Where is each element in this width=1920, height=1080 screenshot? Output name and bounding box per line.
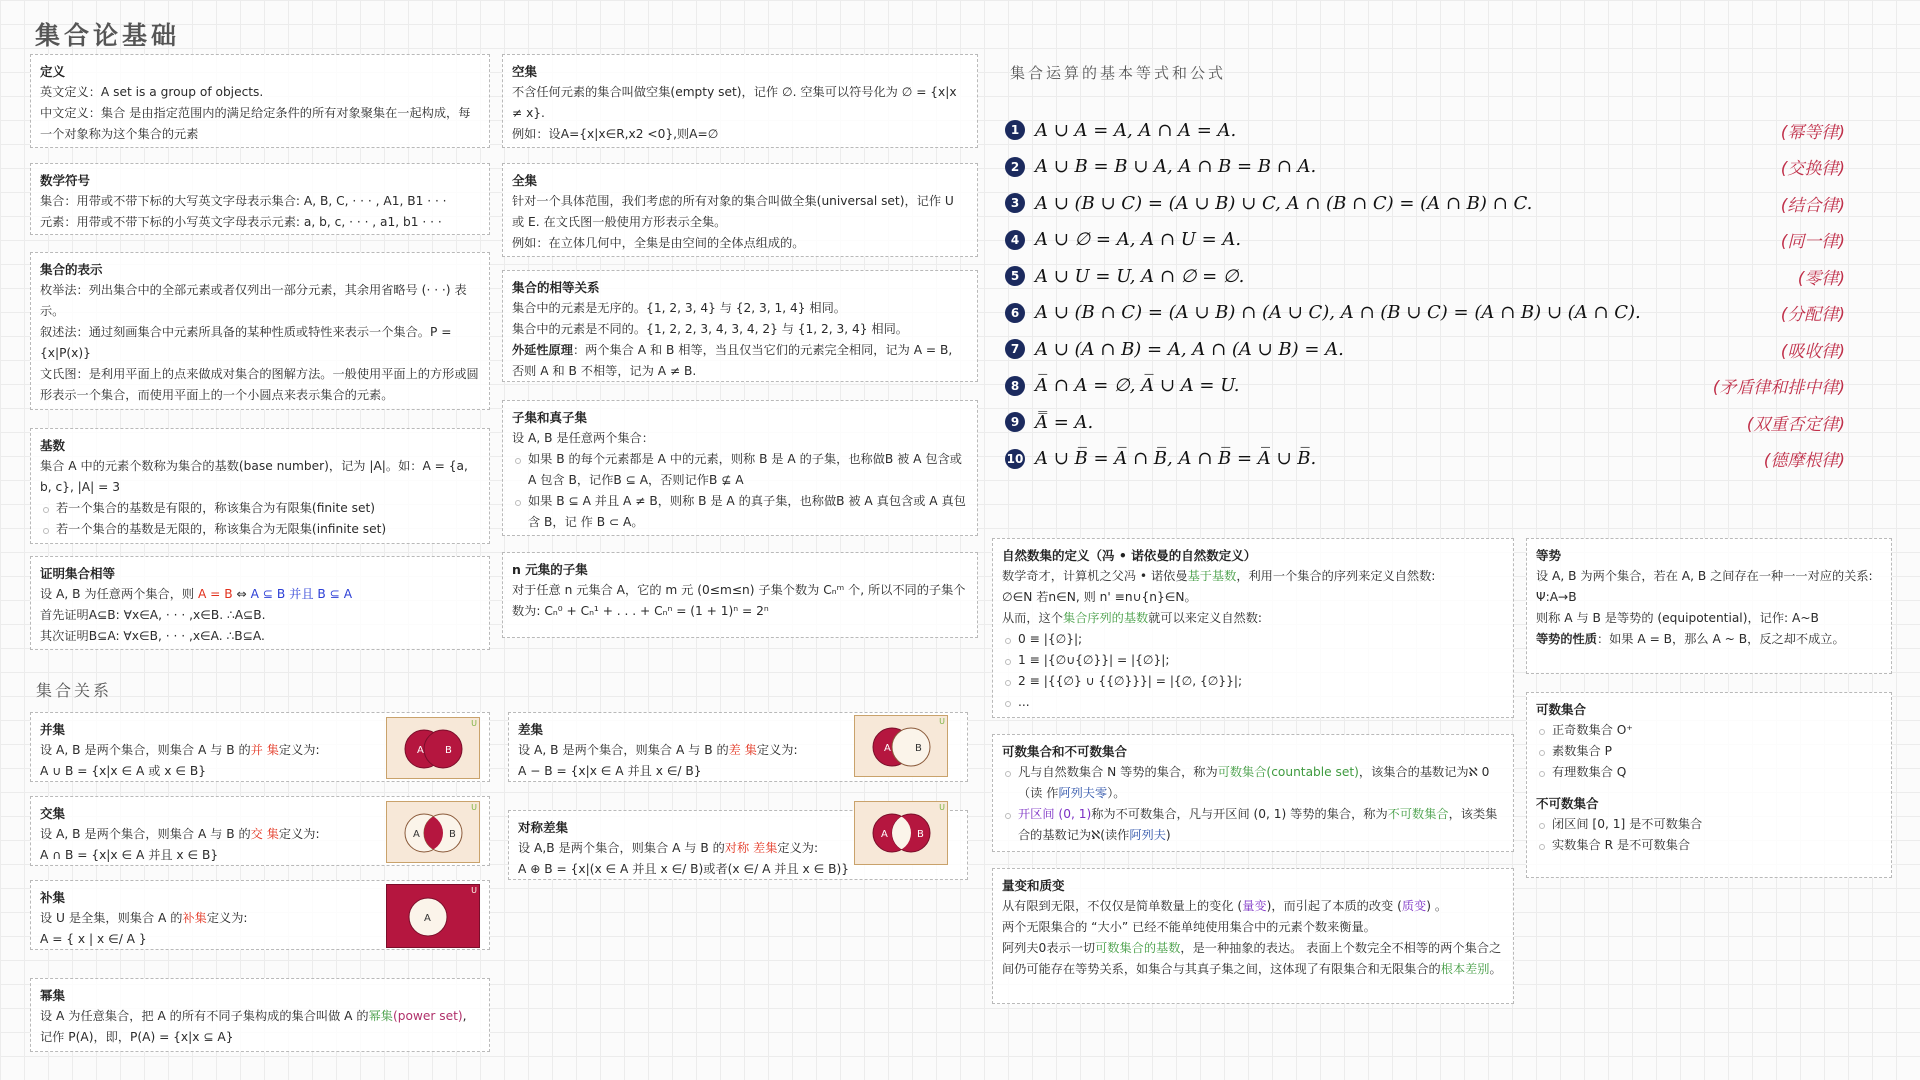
law-number: 8	[1005, 376, 1025, 396]
law-name: (矛盾律和排中律)	[1712, 378, 1845, 399]
law-row	[1005, 368, 1845, 405]
uncountable-term: 不可数集合	[1387, 807, 1449, 821]
law-number: 6	[1005, 303, 1025, 323]
definition-card	[30, 54, 490, 148]
empty-set-example: 例如：设A={x|x∈R,x2 <0},则A=∅	[512, 127, 719, 141]
subset-def: 如果 B 的每个元素都是 A 中的元素，则称 B 是 A 的子集，也称做B 被 A 包含或A 包含 B，记作B ⊆ A，否则记作B ⊈ A	[528, 449, 968, 491]
law-number: 9	[1005, 412, 1025, 432]
equality-extension	[512, 340, 968, 382]
cardinality-def: 集合 A 中的元素个数称为集合的基数(base number)，记为 |A|。如：A = {a, b, c}, |A| = 3	[40, 459, 468, 494]
qq-l3c: ，是一种抽象的表达。 表面上个数完全不相等的两个集合之间仍可能存在等势关系，如集合与其真子集之间，这体现了有限集合和无限集合的	[1002, 941, 1502, 976]
law-number: 4	[1005, 230, 1025, 250]
law-row	[1005, 258, 1845, 295]
universal-set-def: 针对一个具体范围，我们考虑的所有对象的集合叫做全集(universal set)，记作 U 或 E. 在文氏图一般使用方形表示全集。	[512, 194, 954, 229]
uncountable-def	[1018, 804, 1504, 846]
complement-venn-diagram	[386, 884, 480, 948]
complement-keyword: 补集	[182, 911, 207, 925]
union-def-c: 定义为:	[278, 743, 320, 757]
rational-set: 有理数集合 Q	[1552, 762, 1882, 783]
uncountable-def-b: 称为不可数集合，凡与开区间 (0, 1) 等势的集合，称为	[1091, 807, 1388, 821]
intersection-label-b: B	[449, 829, 456, 840]
complement-label-a: A	[424, 913, 431, 924]
law-row	[1005, 185, 1845, 222]
n-subsets-def: 对于任意 n 元集合 A，它的 m 元 (0≤m≤n) 子集个数为 Cₙᵐ 个, 所以不同的子集个数为: Cₙ⁰ + Cₙ¹ + . . . + Cₙⁿ = (1 + 1)ⁿ = 2ⁿ	[512, 583, 966, 618]
cardinality-card	[30, 428, 490, 544]
natural-zero: 0 ≡ |{∅}|;	[1018, 629, 1504, 650]
law-formula: A ∪ B̅ = A̅ ∩ B̅, A ∩ B̅ = A̅ ∪ B̅.	[1035, 448, 1317, 470]
proper-subset-def: 如果 B ⊆ A 并且 A ≠ B，则称 B 是 A 的真子集，也称做B 被 A 真包含或 A 真包含 B，记 作 B ⊂ A。	[528, 491, 968, 533]
representation-card	[30, 252, 490, 410]
power-set-card	[30, 978, 490, 1052]
union-venn-diagram	[386, 717, 480, 779]
equality-title: 集合的相等关系	[512, 280, 600, 295]
law-row	[1005, 112, 1845, 149]
law-name: (结合律)	[1780, 195, 1845, 216]
intersection-venn-svg	[387, 802, 479, 862]
countable-def	[1018, 762, 1504, 804]
law-formula: A̿ = A.	[1035, 411, 1094, 433]
open-interval: 开区间 (0, 1)	[1018, 807, 1092, 821]
natural-numbers-seq-keyword: 集合序列的基数	[1062, 611, 1149, 625]
law-number: 10	[1005, 449, 1025, 469]
cardinality-infinite: 若一个集合的基数是无限的，称该集合为无限集(infinite set)	[56, 519, 480, 540]
law-name: (德摩根律)	[1763, 451, 1845, 472]
natural-numbers-base: 基于基数	[1187, 569, 1237, 583]
relations-section-title: 集合关系	[36, 681, 113, 700]
equipotent-map: Ψ:A→B	[1536, 590, 1577, 604]
sym-diff-venn-u-label: U	[939, 803, 945, 812]
prove-equal-lhs: A = B	[197, 587, 233, 601]
difference-label-a: A	[884, 743, 891, 754]
countable-sets-card	[1526, 692, 1892, 878]
union-def-a: 设 A, B 是两个集合，则集合 A 与 B 的	[40, 743, 251, 757]
representation-enum: 枚举法：列出集合中的全部元素或者仅列出一部分元素，其余用省略号 (· · ·) 表示。	[40, 283, 467, 318]
sym-diff-title: 对称差集	[518, 820, 569, 835]
equipotent-title: 等势	[1536, 548, 1562, 563]
qq-countable-base: 可数集合的基数	[1095, 941, 1181, 955]
union-venn-u-label: U	[471, 719, 477, 728]
sym-diff-label-b: B	[917, 829, 924, 840]
prove-equal-iff: ⇔	[232, 587, 251, 601]
natural-ellipsis: ...	[1018, 692, 1504, 713]
natural-numbers-title: 自然数集的定义（冯 • 诺依曼的自然数定义）	[1002, 548, 1257, 563]
countable-def-e: ）。	[1107, 786, 1126, 800]
prove-equal-step2: 其次证明B⊆A: ∀x∈B, · · · ,x∈A. ∴B⊆A.	[40, 629, 265, 643]
formulas-section-title: 集合运算的基本等式和公式	[1010, 64, 1227, 82]
law-formula: A ∪ (B ∩ C) = (A ∪ B) ∩ (A ∪ C), A ∩ (B ∪ C) = (A ∩ B) ∪ (A ∩ C).	[1035, 302, 1641, 324]
difference-label-b: B	[915, 743, 922, 754]
quantity-quality-l3	[1002, 938, 1504, 980]
natural-numbers-intro-a: 数学奇才，计算机之父冯 • 诺依曼	[1002, 569, 1188, 583]
qq-quantity: 量变	[1242, 899, 1267, 913]
definition-zh: 中文定义：集合 是由指定范围内的满足给定条件的所有对象聚集在一起构成，每一个对象称为这个集合的元素	[40, 106, 471, 141]
law-name: (交换律)	[1780, 159, 1845, 180]
cardinality-finite: 若一个集合的基数是有限的，称该集合为有限集(finite set)	[56, 498, 480, 519]
positive-odd-set: 正奇数集合 O⁺	[1552, 720, 1882, 741]
equipotent-notation: 则称 A 与 B 是等势的 (equipotential)，记作: A~B	[1536, 611, 1819, 625]
intersection-formula: A ∩ B = {x|x ∈ A 并且 x ∈ B}	[40, 848, 219, 862]
power-set-def-d: , 记作 P(A)，即，P(A) = {x|x ⊆ A}	[40, 1009, 467, 1044]
difference-keyword: 差 集	[728, 743, 757, 757]
closed-interval-set: 闭区间 [0, 1] 是不可数集合	[1552, 814, 1882, 835]
difference-venn-svg	[855, 716, 947, 776]
law-row	[1005, 222, 1845, 259]
sym-diff-venn-diagram	[854, 801, 948, 865]
natural-numbers-seq-a: 从而，这个	[1002, 611, 1063, 625]
representation-title: 集合的表示	[40, 262, 103, 277]
law-formula: A ∪ (B ∪ C) = (A ∪ B) ∪ C, A ∩ (B ∩ C) = (A ∩ B) ∩ C.	[1035, 192, 1533, 214]
real-set: 实数集合 R 是不可数集合	[1552, 835, 1882, 856]
power-set-title: 幂集	[40, 988, 66, 1003]
n-subsets-title: n 元集的子集	[512, 562, 588, 577]
quantity-quality-l2: 两个无限集合的 “大小” 已经不能单纯使用集合中的元素个数来衡量。	[1002, 920, 1376, 934]
prove-equal-statement	[40, 584, 480, 605]
natural-numbers-intro-c: ，利用一个集合的序列来定义自然数:	[1236, 569, 1436, 583]
natural-numbers-intro	[1002, 566, 1504, 587]
qq-l3e: 。	[1489, 962, 1502, 976]
prove-equal-card	[30, 556, 490, 650]
law-formula: A ∪ U = U, A ∩ ∅ = ∅.	[1035, 265, 1245, 287]
sym-diff-def-c: 定义为:	[777, 841, 819, 855]
representation-venn: 文氏图：是利用平面上的点来做成对集合的图解方法。一般使用平面上的方形或圆 形表示一个集合，而使用平面上的一个小圆点来表示集合的元素。	[40, 367, 479, 402]
equipotent-property	[1536, 629, 1882, 650]
law-name: (双重否定律)	[1746, 414, 1845, 435]
law-formula: A ∪ B = B ∪ A, A ∩ B = B ∩ A.	[1035, 156, 1317, 178]
sym-diff-def-a: 设 A,B 是两个集合，则集合 A 与 B 的	[518, 841, 725, 855]
sym-diff-label-a: A	[881, 829, 888, 840]
prove-equal-title: 证明集合相等	[40, 566, 116, 581]
difference-def-c: 定义为:	[756, 743, 798, 757]
notation-line1: 集合：用带或不带下标的大写英文字母表示集合: A, B, C, · · · , A1, B1 · · ·	[40, 194, 447, 208]
law-name: (同一律)	[1780, 232, 1845, 253]
empty-set-def: 不含任何元素的集合叫做空集(empty set)，记作 ∅. 空集可以符号化为 ∅ = {x|x ≠ x}.	[512, 85, 957, 120]
qq-l1c: )，而引起了本质的改变 (	[1266, 899, 1402, 913]
sym-diff-venn-svg	[855, 802, 947, 864]
law-name: (幂等律)	[1780, 122, 1845, 143]
prove-equal-prefix: 设 A, B 为任意两个集合，则	[40, 587, 198, 601]
difference-venn-diagram	[854, 715, 948, 777]
prove-equal-step1: 首先证明A⊆B: ∀x∈A, · · · ,x∈B. ∴A⊆B.	[40, 608, 266, 622]
quantity-quality-title: 量变和质变	[1002, 878, 1065, 893]
countable-def-a: 凡与自然数集合 N 等势的集合，称为	[1018, 765, 1218, 779]
countable-def-c: ，该集合的基数记为ℵ 0（读 作	[1018, 765, 1490, 800]
law-formula: A̅ ∩ A = ∅, A̅ ∪ A = U.	[1035, 375, 1240, 397]
quantity-quality-card	[992, 868, 1514, 1004]
union-title: 并集	[40, 722, 66, 737]
qq-l1e: ) 。	[1426, 899, 1448, 913]
complement-venn-u-label: U	[471, 886, 477, 895]
complement-venn-svg	[387, 885, 479, 947]
universal-set-title: 全集	[512, 173, 538, 188]
union-circle-b	[424, 730, 462, 768]
law-name: (吸收律)	[1780, 341, 1845, 362]
complement-title: 补集	[40, 890, 66, 905]
intersection-label-a: A	[413, 829, 420, 840]
intersection-venn-diagram	[386, 801, 480, 863]
equipotent-property-term: 等势的性质	[1536, 632, 1597, 646]
notation-line2: 元素：用带或不带下标的小写英文字母表示元素: a, b, c, · · · , a1, b1 · · ·	[40, 215, 442, 229]
universal-set-example: 例如：在立体几何中，全集是由空间的全体点组成的。	[512, 236, 805, 250]
law-number: 2	[1005, 157, 1025, 177]
laws-list	[1005, 112, 1845, 477]
complement-def-c: 定义为:	[206, 911, 248, 925]
equipotent-def: 设 A, B 为两个集合，若在 A, B 之间存在一种一一对应的关系:	[1536, 569, 1873, 583]
prove-equal-rhs: A ⊆ B 并且 B ⊆ A	[250, 587, 353, 601]
aleph-zero-name: 阿列夫零	[1058, 786, 1108, 800]
equality-extension-term: 外延性原理	[512, 343, 573, 357]
law-number: 5	[1005, 266, 1025, 286]
intersection-venn-u-label: U	[471, 803, 477, 812]
difference-venn-u-label: U	[939, 717, 945, 726]
law-name: (零律)	[1797, 268, 1845, 289]
law-name: (分配律)	[1780, 305, 1845, 326]
equality-extension-def: ：两个集合 A 和 B 相等，当且仅当它们的元素完全相同，记为 A = B, 否则 A 和 B 不相等，记为 A ≠ B.	[512, 343, 953, 378]
law-number: 3	[1005, 193, 1025, 213]
difference-circle-b	[892, 728, 930, 766]
difference-formula: A − B = {x|x ∈ A 并且 x ∈/ B}	[518, 764, 702, 778]
intersection-def-c: 定义为:	[278, 827, 320, 841]
subset-intro: 设 A, B 是任意两个集合：	[512, 431, 654, 445]
definition-title: 定义	[40, 64, 66, 79]
law-row	[1005, 404, 1845, 441]
union-label-b: B	[445, 745, 452, 756]
union-formula: A ∪ B = {x|x ∈ A 或 x ∈ B}	[40, 764, 206, 778]
law-number: 1	[1005, 120, 1025, 140]
n-subsets-card	[502, 552, 978, 638]
empty-set-card	[502, 54, 978, 148]
sym-diff-formula: A ⊕ B = {x|(x ∈ A 并且 x ∈/ B)或者(x ∈/ A 并且 x ∈ B)}	[518, 862, 850, 876]
natural-numbers-seq-c: 就可以来定义自然数:	[1148, 611, 1263, 625]
difference-def-a: 设 A, B 是两个集合，则集合 A 与 B 的	[518, 743, 729, 757]
empty-set-title: 空集	[512, 64, 538, 79]
definition-en: 英文定义：A set is a group of objects.	[40, 85, 264, 99]
countable-term: 可数集合(countable set)	[1217, 765, 1359, 779]
power-set-def-a: 设 A 为任意集合，把 A 的所有不同子集构成的集合叫做 A 的	[40, 1009, 369, 1023]
natural-two: 2 ≡ |{{∅} ∪ {{∅}}}| = |{∅, {∅}}|;	[1018, 671, 1504, 692]
law-row	[1005, 149, 1845, 186]
power-set-keyword: 幂集	[368, 1009, 393, 1023]
subset-card	[502, 400, 978, 536]
law-row	[1005, 441, 1845, 478]
notation-card	[30, 163, 490, 235]
countable-title: 可数集合和不可数集合	[1002, 744, 1128, 759]
complement-formula: A = { x | x ∈/ A }	[40, 932, 147, 946]
qq-fundamental-diff: 根本差别	[1440, 962, 1490, 976]
intersection-title: 交集	[40, 806, 66, 821]
qq-l3a: 阿列夫0表示一切	[1002, 941, 1096, 955]
natural-one: 1 ≡ |{∅∪{∅}}| = |{∅}|;	[1018, 650, 1504, 671]
countable-sets-title: 可数集合	[1536, 702, 1587, 717]
complement-def-a: 设 U 是全集，则集合 A 的	[40, 911, 183, 925]
prime-set: 素数集合 P	[1552, 741, 1882, 762]
cardinality-title: 基数	[40, 438, 66, 453]
union-label-a: A	[417, 745, 424, 756]
law-row	[1005, 295, 1845, 332]
union-venn-svg	[387, 718, 479, 778]
notation-title: 数学符号	[40, 173, 91, 188]
qq-quality: 质变	[1401, 899, 1427, 913]
union-keyword: 并 集	[250, 743, 279, 757]
subset-title: 子集和真子集	[512, 410, 588, 425]
law-number: 7	[1005, 339, 1025, 359]
quantity-quality-l1	[1002, 896, 1504, 917]
law-row	[1005, 331, 1845, 368]
equipotent-property-def: ：如果 A = B，那么 A ~ B，反之却不成立。	[1596, 632, 1845, 646]
intersection-def-a: 设 A, B 是两个集合，则集合 A 与 B 的	[40, 827, 251, 841]
power-set-en: (power set)	[392, 1009, 463, 1023]
equality-unordered: 集合中的元素是无序的。{1, 2, 3, 4} 与 {2, 3, 1, 4} 相同。	[512, 301, 846, 315]
representation-desc: 叙述法：通过刻画集合中元素所具备的某种性质或特性来表示一个集合。P = {x|P(x)}	[40, 325, 452, 360]
qq-l1a: 从有限到无限，不仅仅是简单数量上的变化 (	[1002, 899, 1243, 913]
law-formula: A ∪ (A ∩ B) = A, A ∩ (A ∪ B) = A.	[1035, 338, 1344, 360]
law-formula: A ∪ ∅ = A, A ∩ U = A.	[1035, 229, 1242, 251]
countable-card	[992, 734, 1514, 852]
intersection-keyword: 交 集	[250, 827, 279, 841]
sym-diff-keyword: 对称 差集	[724, 841, 778, 855]
power-set-def	[40, 1006, 480, 1048]
uncountable-def-f: )	[1165, 828, 1171, 842]
equality-card	[502, 270, 978, 382]
equality-distinct: 集合中的元素是不同的。{1, 2, 2, 3, 4, 3, 4, 2} 与 {1, 2, 3, 4} 相同。	[512, 322, 908, 336]
equipotent-card	[1526, 538, 1892, 674]
law-formula: A ∪ A = A, A ∩ A = A.	[1035, 119, 1237, 141]
natural-numbers-sequence	[1002, 608, 1504, 629]
difference-title: 差集	[518, 722, 544, 737]
aleph-name: 阿列夫	[1129, 828, 1166, 842]
uncountable-sets-title: 不可数集合	[1536, 796, 1599, 811]
natural-numbers-successor: ∅∈N 若n∈N, 则 n' ≡n∪{n}∈N。	[1002, 590, 1197, 604]
uncountable-def-d: ，该类集 合的基数记为ℵ(读作	[1018, 807, 1498, 842]
natural-numbers-card	[992, 538, 1514, 718]
universal-set-card	[502, 163, 978, 257]
page-title: 集合论基础	[35, 21, 181, 50]
